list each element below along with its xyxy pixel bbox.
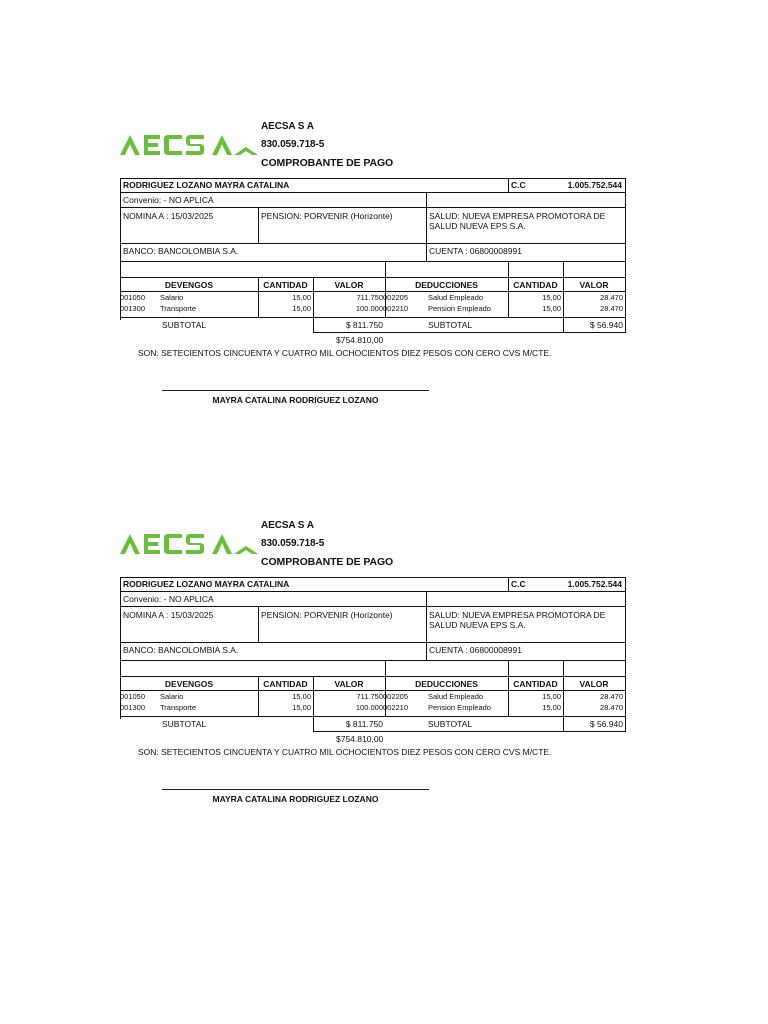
subtotal-label: SUBTOTAL	[162, 320, 207, 330]
header-deducciones: DEDUCCIONES	[415, 679, 478, 689]
deduccion-concept: Salud Empleado	[428, 293, 484, 302]
devengo-value: 711.750	[356, 692, 383, 701]
nomina-date: NOMINA A : 15/03/2025	[123, 610, 214, 620]
header-cantidad: CANTIDAD	[263, 679, 308, 689]
devengo-concept: Transporte	[160, 304, 196, 313]
devengo-qty: 15,00	[292, 293, 311, 302]
deduccion-code: 002210	[383, 703, 409, 712]
subtotal-deducciones: $ 56.940	[589, 719, 623, 729]
nomina-date: NOMINA A : 15/03/2025	[123, 211, 214, 221]
devengo-qty: 15,00	[292, 692, 311, 701]
devengo-concept: Salario	[160, 692, 184, 701]
devengo-code: 001300	[120, 304, 146, 313]
header-valor: VALOR	[334, 679, 364, 689]
id-number: 1.005.752.544	[567, 180, 622, 190]
deduccion-code: 002210	[383, 304, 409, 313]
header-valor: VALOR	[334, 280, 364, 290]
devengo-concept: Salario	[160, 293, 184, 302]
health-provider: SALUD: NUEVA EMPRESA PROMOTORA DE SALUD NUEVA EPS S.A.	[429, 610, 606, 630]
subtotal-label: SUBTOTAL	[162, 719, 207, 729]
id-number: 1.005.752.544	[567, 579, 622, 589]
header-cantidad-ded: CANTIDAD	[513, 679, 558, 689]
deduccion-qty: 15,00	[542, 692, 561, 701]
amount-in-words: SON: SETECIENTOS CINCUENTA Y CUATRO MIL OCHOCIENTOS DIEZ PESOS CON CERO CVS M/CTE.	[138, 348, 552, 358]
employee-name: RODRIGUEZ LOZANO MAYRA CATALINA	[123, 180, 290, 190]
bank-name: BANCO: BANCOLOMBIA S.A.	[123, 645, 239, 655]
deduccion-concept: Pension Empleado	[428, 304, 491, 313]
company-nit: 830.059.718-5	[261, 538, 325, 549]
devengo-value: 100.000	[355, 304, 383, 313]
bank-name: BANCO: BANCOLOMBIA S.A.	[123, 246, 239, 256]
deduccion-qty: 15,00	[542, 304, 561, 313]
deduccion-concept: Pension Empleado	[428, 703, 491, 712]
header-valor-ded: VALOR	[579, 679, 609, 689]
devengo-code: 001050	[120, 293, 146, 302]
header-devengos: DEVENGOS	[164, 679, 214, 689]
signature-line	[162, 390, 429, 391]
deduccion-value: 28.470	[600, 703, 623, 712]
pension-fund: PENSION: PORVENIR (Horizonte)	[261, 211, 393, 221]
devengo-concept: Transporte	[160, 703, 196, 712]
devengo-qty: 15,00	[292, 304, 311, 313]
health-provider: SALUD: NUEVA EMPRESA PROMOTORA DE SALUD NUEVA EPS S.A.	[429, 211, 606, 231]
pension-fund: PENSION: PORVENIR (Horizonte)	[261, 610, 393, 620]
deduccion-value: 28.470	[600, 304, 623, 313]
devengo-value: 100.000	[355, 703, 383, 712]
devengo-qty: 15,00	[292, 703, 311, 712]
payment-voucher	[0, 121, 768, 421]
deduccion-value: 28.470	[600, 293, 623, 302]
aecsa-logo	[120, 532, 258, 556]
subtotal-label-ded: SUBTOTAL	[428, 719, 473, 729]
devengo-code: 001300	[120, 703, 146, 712]
deduccion-concept: Salud Empleado	[428, 692, 484, 701]
signature-line	[162, 789, 429, 790]
header-cantidad: CANTIDAD	[263, 280, 308, 290]
header-cantidad-ded: CANTIDAD	[513, 280, 558, 290]
account-number: CUENTA : 06800008991	[429, 246, 522, 256]
header-devengos: DEVENGOS	[164, 280, 214, 290]
devengo-code: 001050	[120, 692, 146, 701]
voucher-table	[120, 577, 626, 757]
net-pay: $754.810,00	[336, 734, 384, 744]
header-deducciones: DEDUCCIONES	[415, 280, 478, 290]
id-type: C.C	[511, 180, 526, 190]
aecsa-logo	[120, 133, 258, 157]
net-pay: $754.810,00	[336, 335, 384, 345]
signature-name: MAYRA CATALINA RODRIGUEZ LOZANO	[212, 794, 379, 804]
employee-name: RODRIGUEZ LOZANO MAYRA CATALINA	[123, 579, 290, 589]
subtotal-devengos: $ 811.750	[345, 719, 383, 729]
company-name: AECSA S A	[261, 121, 314, 132]
document-title: COMPROBANTE DE PAGO	[261, 556, 394, 568]
id-type: C.C	[511, 579, 526, 589]
devengo-value: 711.750	[356, 293, 383, 302]
subtotal-label-ded: SUBTOTAL	[428, 320, 473, 330]
deduccion-code: 002205	[383, 692, 409, 701]
convenio: Convenio: - NO APLICA	[123, 594, 214, 604]
convenio: Convenio: - NO APLICA	[123, 195, 214, 205]
deduccion-value: 28.470	[600, 692, 623, 701]
payment-voucher	[0, 520, 768, 820]
company-nit: 830.059.718-5	[261, 139, 325, 150]
subtotal-devengos: $ 811.750	[345, 320, 383, 330]
subtotal-deducciones: $ 56.940	[589, 320, 623, 330]
signature-name: MAYRA CATALINA RODRIGUEZ LOZANO	[212, 395, 379, 405]
header-valor-ded: VALOR	[579, 280, 609, 290]
company-name: AECSA S A	[261, 520, 314, 531]
document-title: COMPROBANTE DE PAGO	[261, 157, 394, 169]
account-number: CUENTA : 06800008991	[429, 645, 522, 655]
voucher-table	[120, 178, 626, 358]
deduccion-qty: 15,00	[542, 703, 561, 712]
deduccion-qty: 15,00	[542, 293, 561, 302]
deduccion-code: 002205	[383, 293, 409, 302]
amount-in-words: SON: SETECIENTOS CINCUENTA Y CUATRO MIL OCHOCIENTOS DIEZ PESOS CON CERO CVS M/CTE.	[138, 747, 552, 757]
